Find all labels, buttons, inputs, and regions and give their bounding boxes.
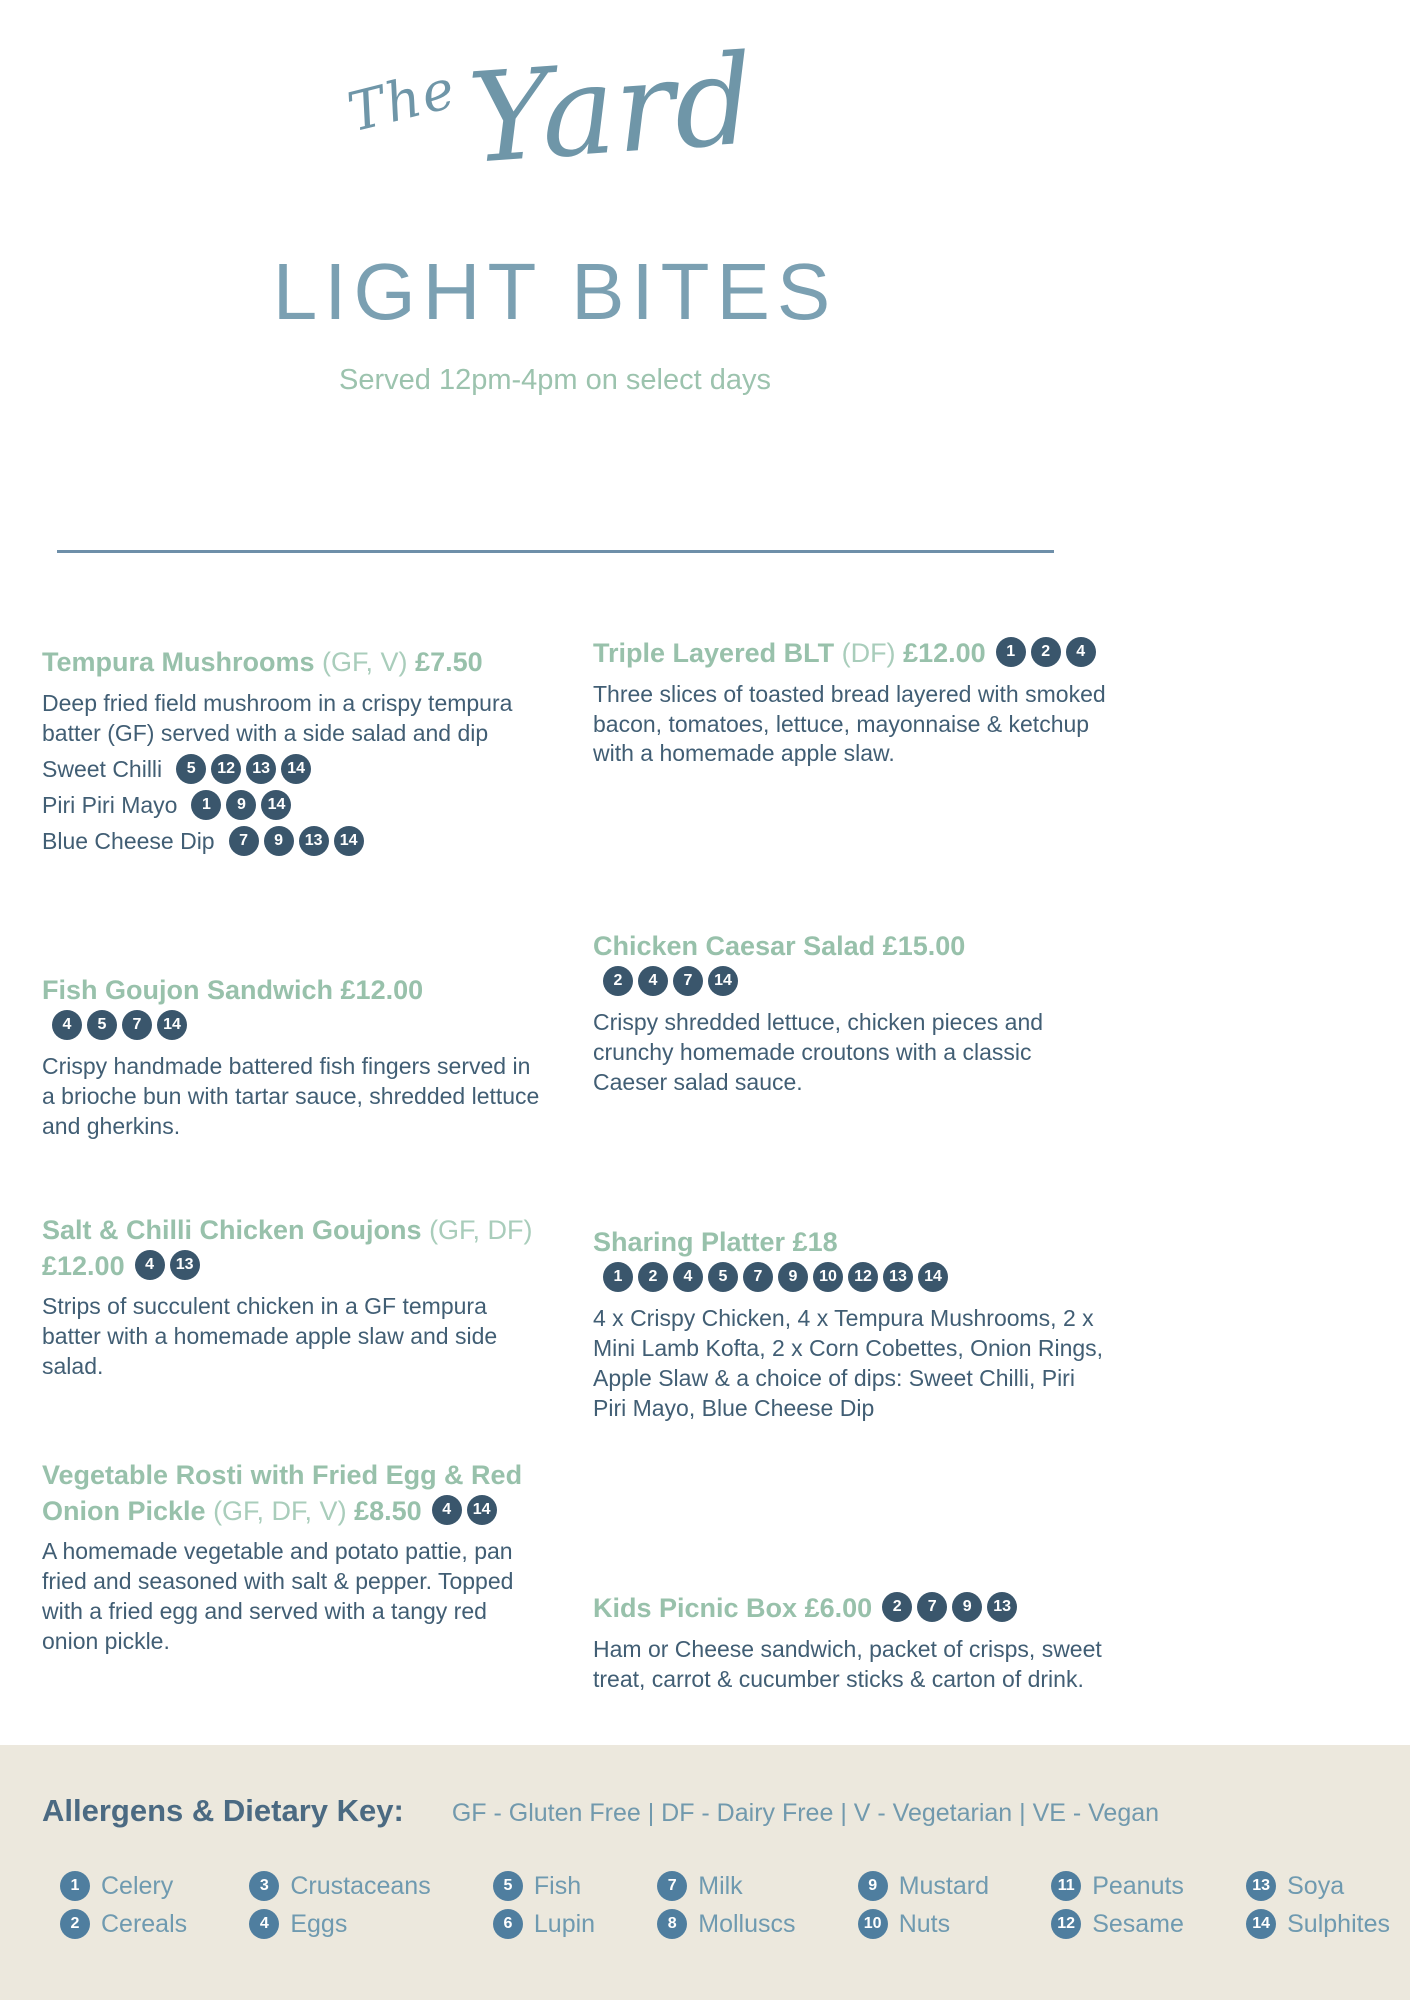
- item-name: Kids Picnic Box: [593, 1593, 798, 1623]
- menu-item: [593, 636, 1108, 769]
- allergen-badge-1: 1: [996, 637, 1026, 667]
- menu-item: [593, 1225, 1108, 1424]
- allergen-badge-5: 5: [708, 1262, 738, 1292]
- allergen-label: Eggs: [290, 1909, 348, 1938]
- item-name: Salt & Chilli Chicken Goujons: [42, 1215, 422, 1245]
- extra-label: Blue Cheese Dip: [42, 827, 215, 854]
- allergen-label: Milk: [698, 1871, 743, 1900]
- item-heading: [593, 1591, 1108, 1627]
- item-extra: [42, 754, 542, 784]
- allergen-badge-10: 10: [813, 1262, 843, 1292]
- allergen-key-header: [42, 1793, 1372, 1829]
- item-description: A homemade vegetable and potato pattie, pan fried and seasoned with salt & pepper. Topped with a fried egg and served with a tangy red onion pickle.: [42, 1538, 514, 1654]
- allergen-badge-12: 12: [1051, 1909, 1081, 1939]
- allergen-badge-14: 14: [157, 1010, 187, 1040]
- allergen-badge-12: 12: [848, 1262, 878, 1292]
- allergen-label: Lupin: [533, 1909, 596, 1938]
- item-description: Three slices of toasted bread layered with smoked bacon, tomatoes, lettuce, mayonnaise & ketchup with a homemade apple slaw.: [593, 680, 1106, 767]
- item-name: Fish Goujon Sandwich: [42, 975, 334, 1005]
- allergen-label: Sulphites: [1287, 1909, 1390, 1938]
- item-heading: [42, 973, 542, 1044]
- allergen-label: Mustard: [898, 1871, 989, 1900]
- item-name: Tempura Mushrooms: [42, 647, 315, 677]
- allergen-badge-4: 4: [638, 966, 668, 996]
- allergen-badge-3: 3: [249, 1871, 279, 1901]
- allergen-badge-9: 9: [226, 790, 256, 820]
- allergen-key-item: [1051, 1871, 1184, 1901]
- allergen-badge-9: 9: [778, 1262, 808, 1292]
- allergen-key-item: [60, 1909, 187, 1939]
- item-price: £7.50: [415, 647, 483, 677]
- item-price: £12.00: [903, 638, 986, 668]
- allergen-label: Nuts: [898, 1909, 951, 1938]
- brand-logo-the: The: [341, 56, 463, 145]
- allergen-label: Celery: [101, 1871, 174, 1900]
- item-description: Deep fried field mushroom in a crispy tempura batter (GF) served with a side salad and dip: [42, 689, 513, 746]
- allergen-badge-14: 14: [1246, 1909, 1276, 1939]
- item-price: £12.00: [340, 975, 424, 1005]
- allergen-key-grid: [60, 1871, 1390, 1939]
- allergen-key-item: [657, 1871, 795, 1901]
- allergen-badge-8: 8: [657, 1909, 687, 1939]
- allergen-badge-14: 14: [281, 754, 311, 784]
- item-price: £12.00: [42, 1250, 125, 1281]
- page-subtitle: Served 12pm-4pm on select days: [339, 364, 771, 396]
- allergen-badge-5: 5: [493, 1871, 523, 1901]
- allergen-badge-1: 1: [60, 1871, 90, 1901]
- allergen-badge-4: 4: [432, 1495, 462, 1525]
- item-heading: [42, 1458, 542, 1529]
- allergen-badge-10: 10: [858, 1909, 888, 1939]
- item-name: Sharing Platter: [593, 1227, 786, 1257]
- allergen-key-item: [60, 1871, 187, 1901]
- allergen-badge-9: 9: [952, 1592, 982, 1622]
- item-name: Vegetable Rosti with Fried Egg & Red Onion Pickle: [42, 1460, 523, 1526]
- allergen-key-item: [493, 1871, 595, 1901]
- allergen-label: Soya: [1287, 1871, 1345, 1900]
- allergen-badges: [176, 754, 311, 784]
- extra-label: Piri Piri Mayo: [42, 791, 178, 818]
- allergen-badge-6: 6: [493, 1909, 523, 1939]
- allergen-key-item: [858, 1871, 989, 1901]
- item-price: £15.00: [882, 931, 966, 961]
- allergen-badge-14: 14: [261, 790, 291, 820]
- item-description: Strips of succulent chicken in a GF tempura batter with a homemade apple slaw and side salad.: [42, 1293, 498, 1380]
- allergen-badge-7: 7: [229, 826, 259, 856]
- allergen-key-item: [858, 1909, 989, 1939]
- allergen-key-item: [1246, 1909, 1390, 1939]
- allergen-badge-13: 13: [170, 1250, 200, 1280]
- item-description: Crispy handmade battered fish fingers served in a brioche bun with tartar sauce, shredded lettuce and gherkins.: [42, 1053, 540, 1140]
- allergen-badge-11: 11: [1051, 1871, 1081, 1901]
- menu-item: [42, 973, 542, 1142]
- allergen-badge-4: 4: [52, 1010, 82, 1040]
- item-price: £8.50: [354, 1495, 422, 1526]
- allergen-badges: [603, 966, 738, 996]
- item-dietary: (DF): [841, 638, 896, 668]
- allergen-badge-7: 7: [673, 966, 703, 996]
- menu-item: [42, 645, 542, 856]
- allergen-badges: [135, 1250, 200, 1280]
- allergen-key-title: Allergens & Dietary Key:: [42, 1793, 404, 1828]
- item-name: Triple Layered BLT: [593, 638, 835, 668]
- item-description: Crispy shredded lettuce, chicken pieces and crunchy homemade croutons with a classic Caeser salad sauce.: [593, 1009, 1044, 1096]
- allergen-key-item: [657, 1909, 795, 1939]
- allergen-badges: [882, 1592, 1017, 1622]
- allergen-badge-14: 14: [334, 826, 364, 856]
- allergen-key-item: [249, 1871, 430, 1901]
- extra-label: Sweet Chilli: [42, 755, 163, 782]
- allergen-key-item: [1051, 1909, 1184, 1939]
- item-heading: [593, 1225, 1108, 1296]
- item-extra: [42, 790, 542, 820]
- allergen-footer: [0, 1745, 1410, 2000]
- allergen-label: Fish: [533, 1871, 582, 1900]
- dietary-legend: GF - Gluten Free | DF - Dairy Free | V - Vegetarian | VE - Vegan: [451, 1799, 1160, 1827]
- menu-item: [593, 929, 1108, 1098]
- item-price: £6.00: [804, 1593, 873, 1623]
- allergen-badge-5: 5: [176, 754, 206, 784]
- allergen-key-item: [493, 1909, 595, 1939]
- item-extra: [42, 826, 542, 856]
- allergen-badge-13: 13: [299, 826, 329, 856]
- allergen-badge-2: 2: [60, 1909, 90, 1939]
- allergen-badge-14: 14: [467, 1495, 497, 1525]
- page-title: LIGHT BITES: [272, 247, 838, 336]
- allergen-label: Crustaceans: [290, 1871, 431, 1900]
- allergen-label: Peanuts: [1092, 1871, 1184, 1900]
- allergen-label: Cereals: [101, 1909, 188, 1938]
- allergen-badges: [229, 826, 364, 856]
- allergen-label: Molluscs: [698, 1909, 796, 1938]
- allergen-badge-9: 9: [858, 1871, 888, 1901]
- item-description: Ham or Cheese sandwich, packet of crisps, sweet treat, carrot & cucumber sticks & carton of drink.: [593, 1635, 1102, 1692]
- allergen-badge-1: 1: [191, 790, 221, 820]
- item-dietary: (GF, DF, V): [213, 1495, 347, 1526]
- allergen-badges: [996, 637, 1096, 667]
- allergen-badge-5: 5: [87, 1010, 117, 1040]
- item-name: Chicken Caesar Salad: [593, 931, 876, 961]
- allergen-badge-9: 9: [264, 826, 294, 856]
- allergen-badge-14: 14: [708, 966, 738, 996]
- allergen-key-item: [249, 1909, 430, 1939]
- allergen-badge-12: 12: [211, 754, 241, 784]
- allergen-badge-7: 7: [122, 1010, 152, 1040]
- allergen-badge-4: 4: [1066, 637, 1096, 667]
- allergen-badge-14: 14: [918, 1262, 948, 1292]
- allergen-badge-7: 7: [917, 1592, 947, 1622]
- allergen-badge-13: 13: [987, 1592, 1017, 1622]
- allergen-badge-13: 13: [246, 754, 276, 784]
- allergen-badge-2: 2: [638, 1262, 668, 1292]
- allergen-badges: [191, 790, 291, 820]
- allergen-badge-2: 2: [1031, 637, 1061, 667]
- allergen-badge-2: 2: [603, 966, 633, 996]
- allergen-badge-1: 1: [603, 1262, 633, 1292]
- menu-item: [593, 1591, 1108, 1694]
- allergen-badge-7: 7: [657, 1871, 687, 1901]
- menu-item: [42, 1458, 542, 1657]
- brand-logo-yard: Yard: [464, 28, 759, 192]
- allergen-badges: [603, 1262, 948, 1292]
- item-description: 4 x Crispy Chicken, 4 x Tempura Mushrooms, 2 x Mini Lamb Kofta, 2 x Corn Cobettes, Onion Rings, Apple Slaw & a choice of dips: Sweet Chilli, Piri Piri Mayo, Blue Cheese Dip: [593, 1305, 1104, 1421]
- allergen-badge-4: 4: [135, 1250, 165, 1280]
- allergen-badge-2: 2: [882, 1592, 912, 1622]
- allergen-badge-13: 13: [883, 1262, 913, 1292]
- allergen-badge-4: 4: [249, 1909, 279, 1939]
- item-heading: [42, 645, 542, 681]
- allergen-badges: [52, 1010, 187, 1040]
- item-dietary: (GF, V): [322, 647, 408, 677]
- header-divider: [57, 550, 1054, 553]
- allergen-badge-4: 4: [673, 1262, 703, 1292]
- item-heading: [593, 929, 1108, 1000]
- brand-logo: [0, 30, 1110, 191]
- item-heading: [593, 636, 1108, 672]
- allergen-badge-13: 13: [1246, 1871, 1276, 1901]
- allergen-badge-7: 7: [743, 1262, 773, 1292]
- item-dietary: (GF, DF): [429, 1215, 533, 1245]
- allergen-label: Sesame: [1092, 1909, 1184, 1938]
- allergen-badges: [432, 1495, 497, 1525]
- item-heading: [42, 1213, 542, 1284]
- menu-item: [42, 1213, 542, 1382]
- item-price: £18: [792, 1227, 838, 1257]
- allergen-key-item: [1246, 1871, 1390, 1901]
